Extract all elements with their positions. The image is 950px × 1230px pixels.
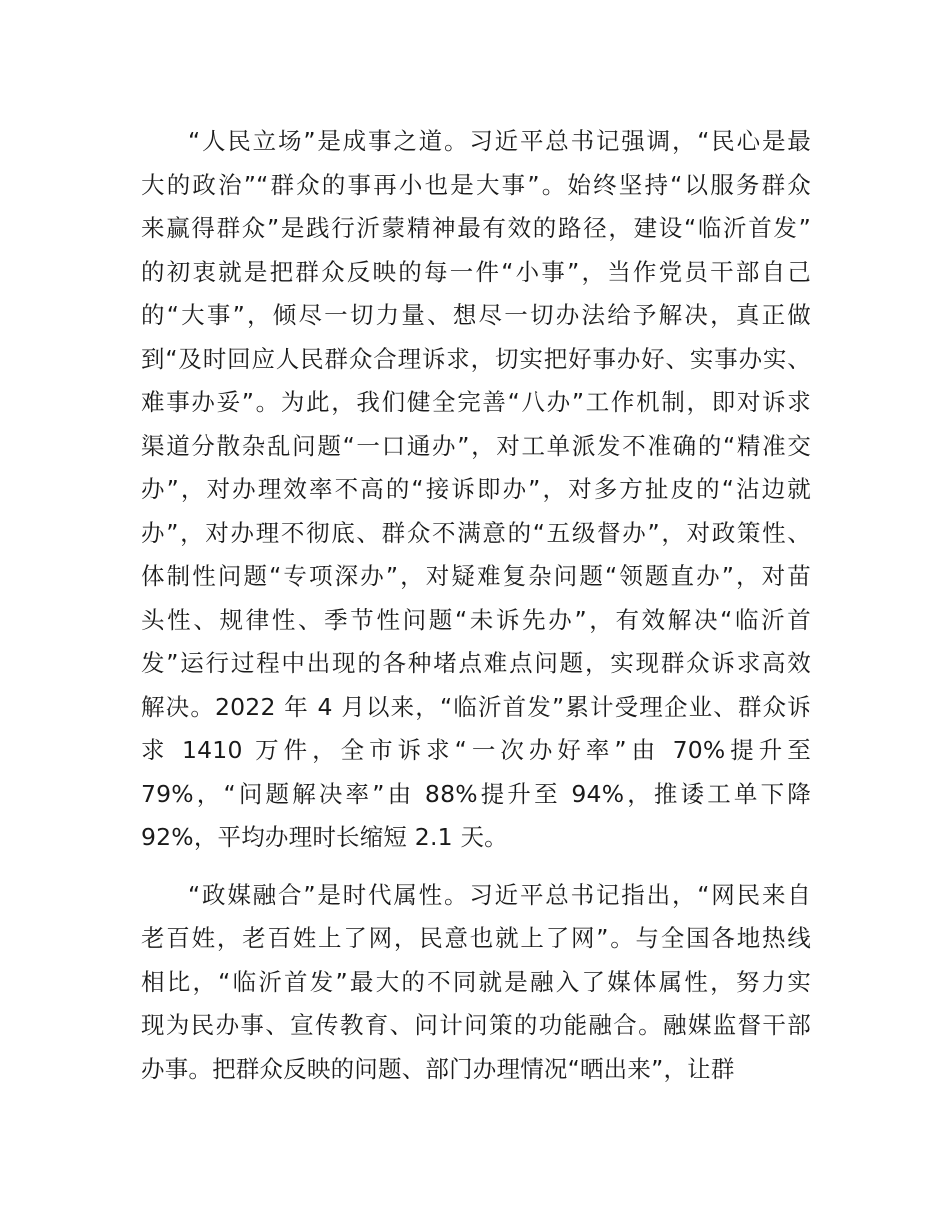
- text-line: 79%，“问题解决率”由 88%提升至 94%，推诿工单下降: [141, 779, 811, 808]
- text-line: 相比，“临沂首发”最大的不同就是融入了媒体属性，努力实: [141, 967, 811, 996]
- paragraph-media-fusion: [141, 874, 811, 1092]
- text-line: 体制性问题“专项深办”，对疑难复杂问题“领题直办”，对苗: [141, 562, 811, 590]
- text-line: 办事。把群众反映的问题、部门办理情况“晒出来”，让群: [141, 1054, 735, 1083]
- text-line: 到“及时回应人民群众合理诉求，切实把好事办好、实事办实、: [141, 344, 811, 373]
- text-line: 渠道分散杂乱问题“一口通办”，对工单派发不准确的“精准交: [141, 431, 811, 460]
- text-line: 92%，平均办理时长缩短 2.1 天。: [141, 823, 508, 851]
- text-line: 难事办妥”。为此，我们健全完善“八办”工作机制，即对诉求: [141, 388, 811, 416]
- text-line: 大的政治”“群众的事再小也是大事”。始终坚持“以服务群众: [141, 170, 811, 199]
- document-body: [141, 120, 811, 1091]
- text-line: 发”运行过程中出现的各种堵点难点问题，实现群众诉求高效: [141, 649, 811, 677]
- text-line: 的“大事”，倾尽一切力量、想尽一切办法给予解决，真正做: [141, 301, 811, 329]
- text-line: 头性、规律性、季节性问题“未诉先办”，有效解决“临沂首: [141, 605, 811, 634]
- text-line: 办”，对办理不彻底、群众不满意的“五级督办”，对政策性、: [141, 518, 811, 547]
- paragraph-people-stance: [141, 120, 811, 860]
- text-line: “政媒融合”是时代属性。习近平总书记指出，“网民来自: [188, 880, 811, 909]
- text-line: 办”，对办理效率不高的“接诉即办”，对多方扯皮的“沾边就: [141, 475, 811, 503]
- text-line: 现为民办事、宣传教育、问计问策的功能融合。融媒监督干部: [141, 1011, 811, 1039]
- text-line: 老百姓，老百姓上了网，民意也就上了网”。与全国各地热线: [141, 924, 811, 952]
- text-line: “人民立场”是成事之道。习近平总书记强调，“民心是最: [188, 127, 811, 155]
- text-line: 来赢得群众”是践行沂蒙精神最有效的路径，建设“临沂首发”: [141, 214, 811, 242]
- text-line: 求 1410 万件，全市诉求“一次办好率”由 70%提升至: [141, 736, 811, 764]
- text-line: 解决。2022 年 4 月以来，“临沂首发”累计受理企业、群众诉: [141, 692, 811, 721]
- text-line: 的初衷就是把群众反映的每一件“小事”，当作党员干部自己: [141, 257, 811, 286]
